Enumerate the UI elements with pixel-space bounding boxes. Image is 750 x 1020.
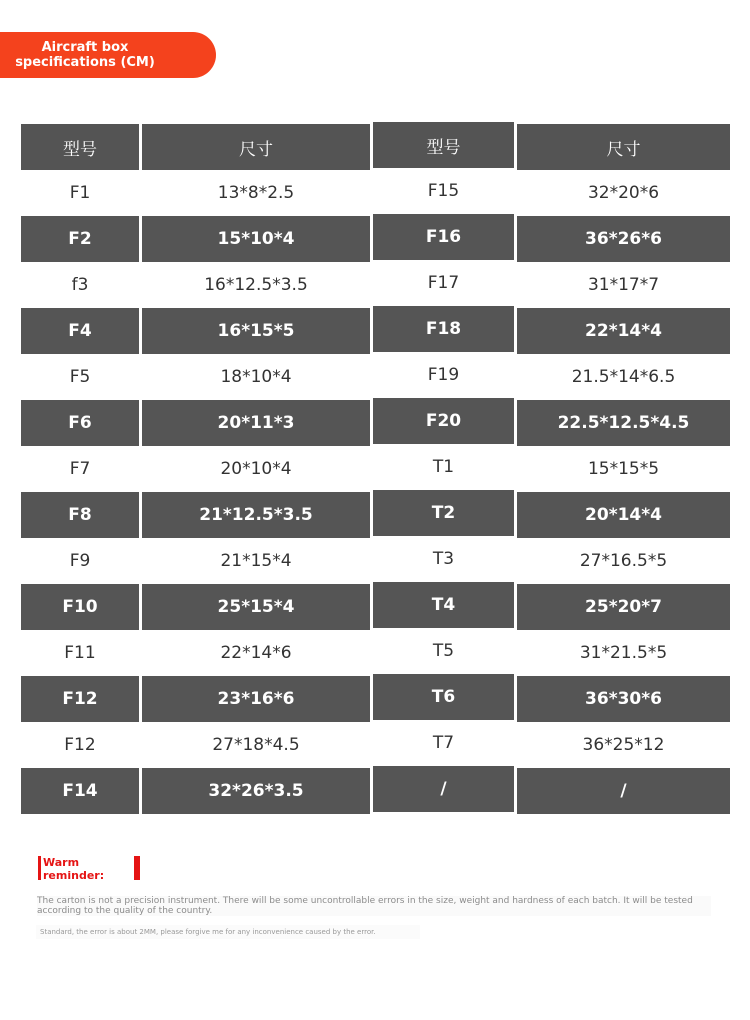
cell-size: 15*10*4	[142, 216, 370, 262]
cell-size: 20*11*3	[142, 400, 370, 446]
cell-size: 32*20*6	[517, 170, 730, 216]
table-row	[21, 400, 730, 446]
cell-size: 22*14*4	[517, 308, 730, 354]
cell-size: 22*14*6	[142, 630, 370, 676]
cell-size: 27*18*4.5	[142, 722, 370, 768]
cell-size: 36*26*6	[517, 216, 730, 262]
header-size: 尺寸	[517, 124, 730, 170]
reminder-note: Standard, the error is about 2MM, please forgive me for any inconvenience caused by the error.	[36, 925, 420, 939]
header-model: 型号	[21, 124, 139, 170]
cell-size: /	[517, 768, 730, 814]
table-row	[21, 538, 730, 584]
table-row	[21, 492, 730, 538]
cell-size: 16*12.5*3.5	[142, 262, 370, 308]
cell-size: 20*10*4	[142, 446, 370, 492]
cell-model: T5	[373, 628, 514, 674]
cell-size: 21*15*4	[142, 538, 370, 584]
reminder-label-line-1: Warm	[43, 856, 80, 869]
cell-model: T1	[373, 444, 514, 490]
cell-model: F17	[373, 260, 514, 306]
cell-size: 31*17*7	[517, 262, 730, 308]
table-row	[21, 308, 730, 354]
warm-reminder-label	[38, 856, 140, 880]
cell-model: F10	[21, 584, 139, 630]
reminder-label-line-2: reminder:	[43, 869, 105, 882]
cell-model: /	[373, 766, 514, 812]
reminder-text: The carton is not a precision instrument. There will be some uncontrollable errors in the size, weight and hardness of each batch. It will be tested according to the quality of the country.	[37, 896, 711, 916]
cell-model: F12	[21, 676, 139, 722]
header-size: 尺寸	[142, 124, 370, 170]
cell-model: F5	[21, 354, 139, 400]
cell-model: F18	[373, 306, 514, 352]
title-line-1: Aircraft box	[41, 40, 129, 55]
cell-model: F4	[21, 308, 139, 354]
cell-size: 13*8*2.5	[142, 170, 370, 216]
cell-model: F7	[21, 446, 139, 492]
cell-model: F1	[21, 170, 139, 216]
spec-table	[18, 124, 733, 814]
cell-size: 20*14*4	[517, 492, 730, 538]
cell-model: F2	[21, 216, 139, 262]
table-row	[21, 216, 730, 262]
cell-model: T2	[373, 490, 514, 536]
table-header-row	[21, 124, 730, 170]
cell-model: F20	[373, 398, 514, 444]
cell-model: F9	[21, 538, 139, 584]
cell-size: 32*26*3.5	[142, 768, 370, 814]
cell-model: f3	[21, 262, 139, 308]
cell-model: F14	[21, 768, 139, 814]
table-row	[21, 446, 730, 492]
cell-model: F6	[21, 400, 139, 446]
cell-model: F15	[373, 168, 514, 214]
cell-model: F19	[373, 352, 514, 398]
table-body	[21, 170, 730, 814]
header-model: 型号	[373, 122, 514, 168]
cell-model: F12	[21, 722, 139, 768]
cell-model: T4	[373, 582, 514, 628]
table-row	[21, 262, 730, 308]
cell-size: 31*21.5*5	[517, 630, 730, 676]
table-row	[21, 676, 730, 722]
table-row	[21, 170, 730, 216]
cell-size: 25*15*4	[142, 584, 370, 630]
cell-size: 25*20*7	[517, 584, 730, 630]
cell-size: 36*25*12	[517, 722, 730, 768]
cell-size: 23*16*6	[142, 676, 370, 722]
table-row	[21, 768, 730, 814]
cell-model: T7	[373, 720, 514, 766]
cell-model: F16	[373, 214, 514, 260]
cell-size: 16*15*5	[142, 308, 370, 354]
cell-size: 15*15*5	[517, 446, 730, 492]
cell-size: 27*16.5*5	[517, 538, 730, 584]
title-badge	[0, 32, 216, 78]
cell-model: T6	[373, 674, 514, 720]
table-row	[21, 722, 730, 768]
cell-model: F11	[21, 630, 139, 676]
table-row	[21, 354, 730, 400]
cell-model: T3	[373, 536, 514, 582]
cell-size: 21*12.5*3.5	[142, 492, 370, 538]
table-row	[21, 584, 730, 630]
table-row	[21, 630, 730, 676]
cell-size: 21.5*14*6.5	[517, 354, 730, 400]
cell-size: 22.5*12.5*4.5	[517, 400, 730, 446]
cell-size: 36*30*6	[517, 676, 730, 722]
cell-size: 18*10*4	[142, 354, 370, 400]
title-line-2: specifications (CM)	[15, 55, 155, 70]
cell-model: F8	[21, 492, 139, 538]
